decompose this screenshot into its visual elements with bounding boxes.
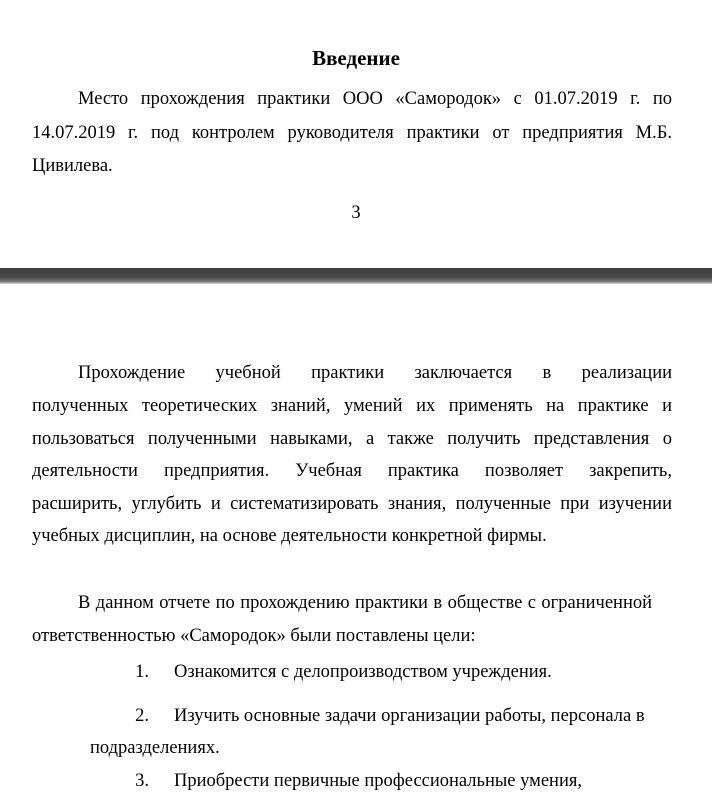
paragraph1-line-5: расширить, углубить и систематизировать знания, полученные при изучении — [32, 494, 672, 514]
intro-line-1: Место прохождения практики ООО «Самородок» с 01.07.2019 г. по — [78, 89, 672, 109]
paragraph1-line-4: деятельности предприятия. Учебная практика позволяет закрепить, — [32, 461, 672, 481]
list-item-1-number: 1. — [135, 662, 149, 682]
list-item-3-text: Приобрести первичные профессиональные умения, — [174, 771, 582, 791]
list-item-1-text: Ознакомится с делопроизводством учреждения. — [174, 662, 552, 682]
paragraph1-line-2: полученных теоретических знаний, умений их применять на практике и — [32, 396, 672, 416]
list-item-3-number: 3. — [135, 771, 149, 791]
list-item-2-continuation: подразделениях. — [90, 738, 220, 758]
section-heading: Введение — [312, 46, 400, 70]
intro-line-3: Цивилева. — [32, 156, 113, 176]
list-item-2-number: 2. — [135, 706, 149, 726]
paragraph2-line-2: ответственностью «Самородок» были поставлены цели: — [32, 626, 476, 646]
page-separator — [0, 268, 712, 284]
paragraph2-line-1: В данном отчете по прохождению практики в обществе с ограниченной — [78, 593, 652, 613]
paragraph1-line-1: Прохождение учебной практики заключается в реализации — [78, 363, 672, 383]
paragraph1-line-3: пользоваться полученными навыками, а также получить представления о — [32, 429, 672, 449]
page-number: 3 — [351, 203, 361, 223]
document-page-1 — [0, 0, 712, 268]
intro-line-2: 14.07.2019 г. под контролем руководителя практики от предприятия М.Б. — [32, 123, 672, 143]
list-item-2-text: Изучить основные задачи организации работы, персонала в — [174, 706, 645, 726]
paragraph1-line-6: учебных дисциплин, на основе деятельности конкретной фирмы. — [32, 526, 547, 546]
